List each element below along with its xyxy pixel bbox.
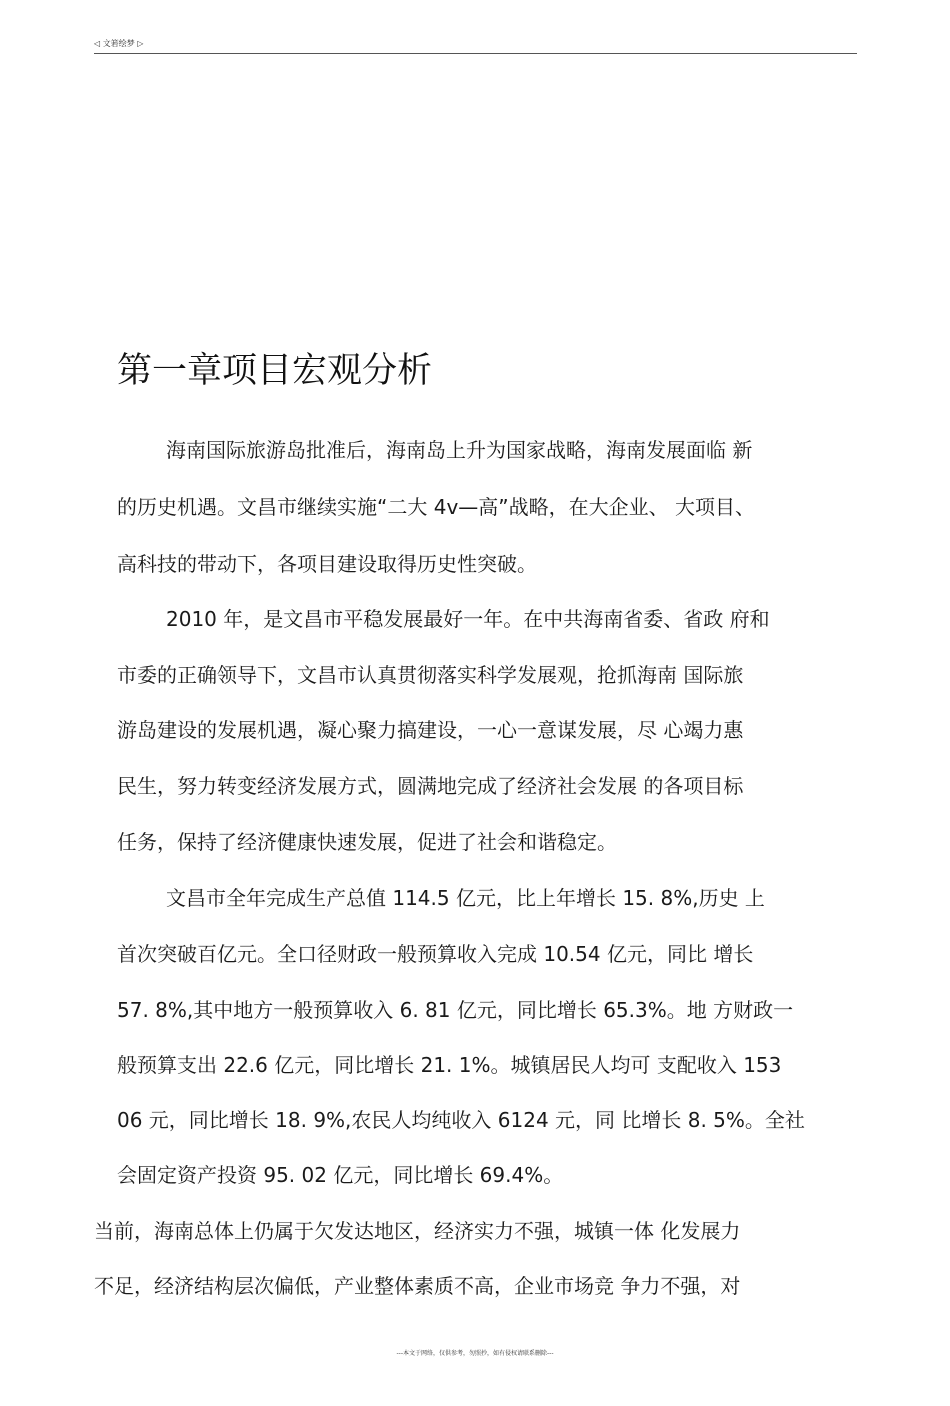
text-line: 2010 年，是文昌市平稳发展最好一年。在中共海南省委、省政 府和: [166, 607, 770, 631]
text-line: 任务，保持了经济健康快速发展，促进了社会和谐稳定。: [117, 830, 617, 854]
text-line: 不足，经济结构层次偏低，产业整体素质不高，企业市场竞 争力不强，对: [94, 1274, 741, 1298]
chapter-title: 第一章项目宏观分析: [117, 351, 433, 391]
text-line: 当前，海南总体上仍属于欠发达地区，经济实力不强，城镇一体 化发展力: [94, 1219, 741, 1243]
text-line: 会固定资产投资 95. 02 亿元，同比增长 69.4%。: [117, 1163, 564, 1187]
text-line: 市委的正确领导下，文昌市认真贯彻落实科学发展观，抢抓海南 国际旅: [117, 663, 744, 687]
text-line: 高科技的带动下，各项目建设取得历史性突破。: [117, 552, 537, 576]
text-line: 般预算支出 22.6 亿元，同比增长 21. 1%。城镇居民人均可 支配收入 153: [117, 1053, 782, 1077]
text-line: 06 元，同比增长 18. 9%,农民人均纯收入 6124 元，同 比增长 8. 5%。全社: [117, 1108, 805, 1132]
header-rule: [94, 53, 857, 54]
text-line: 民生，努力转变经济发展方式，圆满地完成了经济社会发展 的各项目标: [117, 774, 744, 798]
page-footer: ---本文于网络，仅供参考，勿照抄，如有侵权请联系删除---: [396, 1350, 554, 1357]
text-line: 游岛建设的发展机遇，凝心聚力搞建设，一心一意谋发展，尽 心竭力惠: [117, 718, 744, 742]
text-line: 文昌市全年完成生产总值 114.5 亿元，比上年增长 15. 8%,历史 上: [166, 886, 765, 910]
text-line: 海南国际旅游岛批准后，海南岛上升为国家战略，海南发展面临 新: [166, 438, 753, 462]
text-line: 57. 8%,其中地方一般预算收入 6. 81 亿元，同比增长 65.3%。地 方财政一: [117, 998, 794, 1022]
running-header: ◁ 文箬绘梦 ▷: [94, 39, 144, 48]
text-line: 首次突破百亿元。全口径财政一般预算收入完成 10.54 亿元，同比 增长: [117, 942, 754, 966]
text-line: 的历史机遇。文昌市继续实施“二大 4v—高”战略，在大企业、 大项目、: [117, 495, 755, 519]
